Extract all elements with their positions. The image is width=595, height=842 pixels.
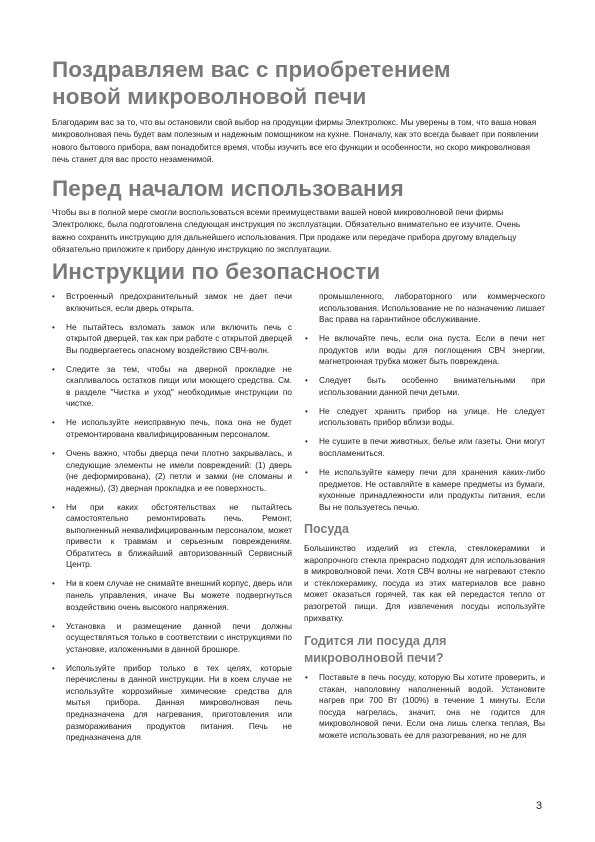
- safety-right-column: [304, 291, 545, 749]
- list-item: [304, 436, 545, 459]
- list-item-text: Не используйте неисправную печь, пока она не будет отремонтирована квалифицированным персоналом.: [66, 417, 292, 439]
- suitable-dishes-heading-line-2: микроволновой печи?: [304, 650, 444, 665]
- list-item-text: Очень важно, чтобы дверца печи плотно закрывалась, и следующие элементы не имели повреждений: (1) дверь (не деформирована), (2) петли и замки (не сломаны и надежны), (3) дверная прокладка и ее поверхность.: [66, 448, 292, 493]
- bullet-icon: •: [305, 673, 308, 683]
- bullet-icon: •: [305, 437, 308, 447]
- suitable-dishes-heading: [304, 633, 545, 666]
- list-item-text: Не пытайтесь взломать замок или включить печь с открытой дверцей, так как при работе с открытой дверцей Вы подвергаетесь опасному воздействию СВЧ-волн.: [66, 321, 292, 355]
- list-item-text: Не следует хранить прибор на улице. Не следует использовать прибор вблизи воды.: [319, 405, 545, 428]
- suitable-dishes-list: [304, 672, 545, 741]
- bullet-icon: •: [305, 468, 308, 478]
- list-item: [51, 291, 292, 314]
- list-item: [51, 502, 292, 571]
- bullet-icon: •: [52, 663, 55, 673]
- list-item: [304, 672, 545, 741]
- bullet-icon: •: [52, 502, 55, 512]
- bullet-icon: •: [52, 621, 55, 631]
- congratulations-heading-line-1: Поздравляем вас с приобретением: [52, 57, 451, 82]
- congratulations-heading: [52, 56, 451, 110]
- list-item: [51, 417, 292, 440]
- list-item-text: Ни при каких обстоятельствах не пытайтесь самостоятельно ремонтировать печь. Ремонт, выполненный неквалифицированным персоналом, может привести к травмам и серьезным повреждениям. Обратитесь в ближайший авторизованный Сервисный Центр.: [66, 501, 292, 570]
- bullet-icon: •: [52, 292, 55, 301]
- safety-heading: Инструкции по безопасности: [52, 259, 381, 284]
- bullet-icon: •: [52, 579, 55, 589]
- list-item: [304, 467, 545, 513]
- list-item-text: Установка и размещение данной печи должны осуществляться только в соответствии с инструкциями по установке, изложенными в данной брошюре.: [66, 620, 292, 654]
- list-item-text: Ни в коем случае не снимайте внешний корпус, дверь или панель управления, иначе Вы можете подвергнуться воздействию очень высокого напряжения.: [66, 578, 292, 612]
- list-item-text: Не используйте камеру печи для хранения каких-либо предметов. Не оставляйте в камере предметы из бумаги, кухонные принадлежности или продукты питания, если Вы не пользуетесь печью.: [319, 467, 545, 512]
- list-item: [51, 663, 292, 744]
- safety-list-left: [51, 291, 292, 744]
- bullet-icon: •: [305, 376, 308, 386]
- safety-left-column: [51, 291, 292, 751]
- list-item-text: Не сушите в печи животных, белье или газеты. Они могут воспламениться.: [319, 436, 545, 459]
- list-item-continuation: промышленного, лабораторного или коммерческого использования. Использование не по назначению лишает Вас права на гарантийное обслуживание.: [319, 291, 545, 325]
- before-use-heading: Перед началом использования: [52, 176, 404, 201]
- dishes-heading: Посуда: [304, 521, 349, 536]
- list-item-text: Следует быть особенно внимательными при использовании данной печи детьми.: [319, 375, 545, 397]
- list-item: [304, 406, 545, 429]
- list-item: [51, 364, 292, 410]
- list-item-text: Не включайте печь, если она пуста. Если в печи нет продуктов или воды для поглощения СВЧ энергии, магнетронная трубка может быть повреждена.: [319, 333, 545, 367]
- before-use-text: Чтобы вы в полной мере смогли воспользоваться всеми преимуществами вашей новой микроволновой печи фирмы Электролюкс, была подготовлена следующая инструкция по эксплуатации. Обязательно внимательно ее изучите. Очень важно сохранить инструкцию для дальнейшего использования. При продаже или передаче прибора другому владельцу обязательно приложите к прибору данную инструкцию по эксплуатации.: [52, 207, 521, 255]
- list-item: [51, 621, 292, 656]
- bullet-icon: •: [52, 364, 55, 374]
- congratulations-text: Благодарим вас за то, что вы остановили свой выбор на продукции фирмы Электролюкс. Мы уверены в том, что ваша новая микроволновая печь будет вам полезным и надежным помощником на кухне. Поначалу, как это всегда бывает при появлении нового бытового прибора, вам понадобится время, чтобы изучить все его функции и особенности, но скоро микроволновая печь станет для вас просто незаменимой.: [52, 117, 539, 165]
- congratulations-heading-line-2: новой микроволновой печи: [52, 84, 367, 109]
- list-item-text: Следите за тем, чтобы на дверной прокладке не скапливалось остатков пищи или моющего средства. См. в разделе "Чистка и уход" необходимые инструкции по чистке.: [66, 363, 292, 409]
- list-item-text: Встроенный предохранительный замок не дает печи включиться, если дверь открыта.: [66, 291, 292, 313]
- list-item-text: Поставьте в печь посуду, которую Вы хотите проверить, и стакан, наполовину наполненный водой. Установите нагрев при 700 Вт (100%) в течение 1 минуты. Если посуда нагрелась, значит, она не годится для микроволновой печи. Если она лишь слегка теплая, Вы можете использовать ее для разогревания, но не для: [319, 672, 545, 740]
- list-item: [51, 448, 292, 494]
- bullet-icon: •: [52, 418, 55, 428]
- bullet-icon: •: [52, 449, 55, 459]
- bullet-icon: •: [305, 334, 308, 344]
- dishes-text: Большинство изделий из стекла, стеклокерамики и жаропрочного стекла прекрасно подходят для использования в микроволновой печи. Хотя СВЧ волны не нагревают стекло и стеклокерамику, посуда из этих материалов все равно может оказаться горячей, так как ей передастся тепло от разогретой пищи. Для извлечения посуды используйте прихватку.: [304, 543, 545, 623]
- list-item-text: Используйте прибор только в тех целях, которые перечислены в данной инструкции. Ни в коем случае не используйте коррозийные химические средства для мытья прибора. Данная микроволновая печь предназначена для нагревания, приготовления или размораживания продуктов питания. Печь не предназначена для: [66, 662, 292, 743]
- list-item: [51, 578, 292, 613]
- bullet-icon: •: [52, 322, 55, 332]
- page-number: 3: [536, 800, 543, 812]
- list-item: [51, 322, 292, 357]
- list-item: [304, 333, 545, 368]
- safety-list-right: [304, 333, 545, 513]
- suitable-dishes-heading-line-1: Годится ли посуда для: [304, 634, 447, 649]
- list-item: [304, 375, 545, 398]
- bullet-icon: •: [305, 406, 308, 416]
